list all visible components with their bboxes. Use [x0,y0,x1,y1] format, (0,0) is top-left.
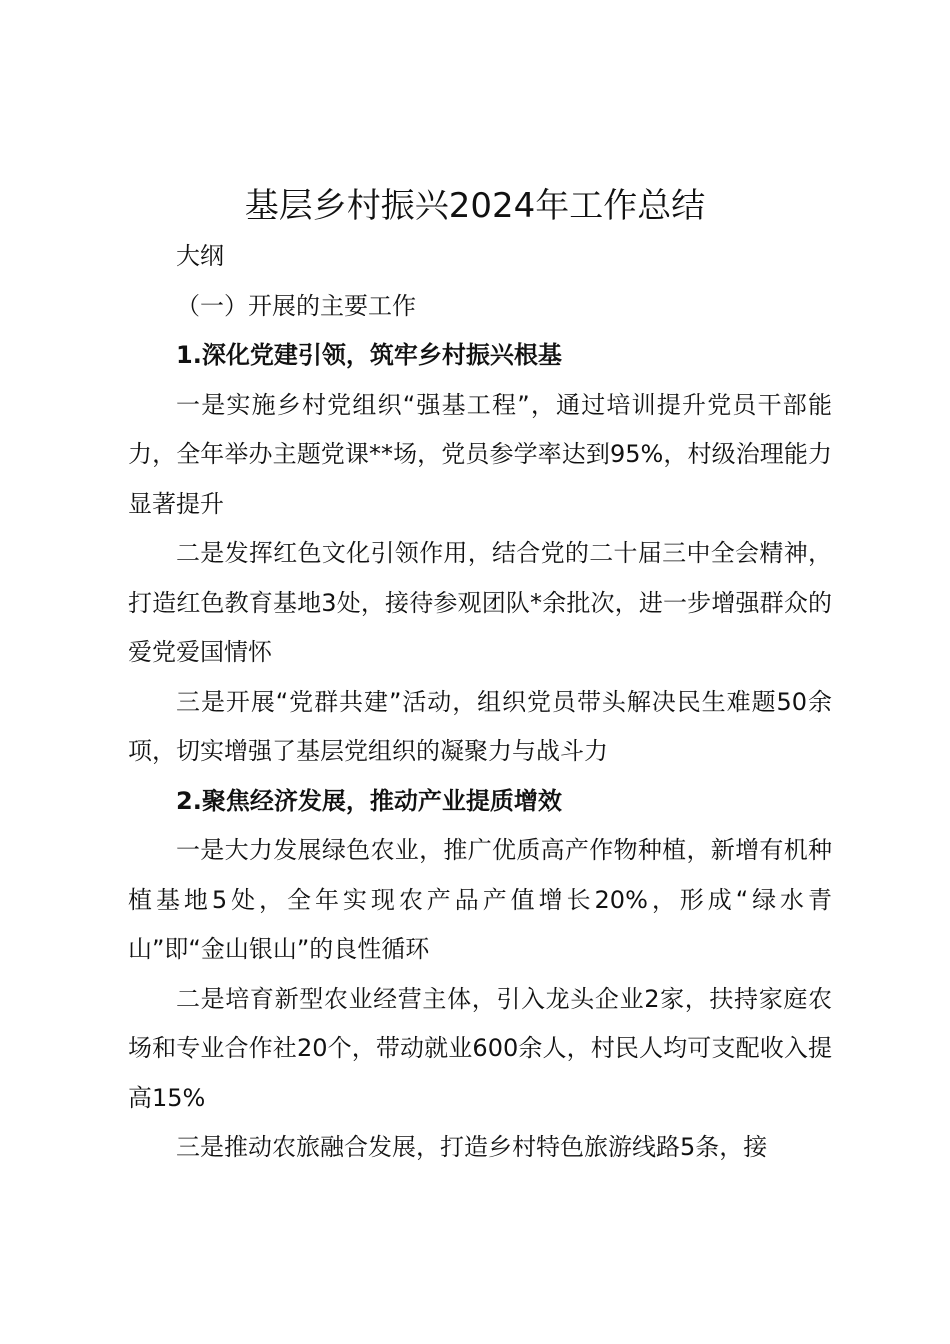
subheading-economic-development: 2.聚焦经济发展，推动产业提质增效 [176,786,562,815]
paragraph-2-3: 三是推动农旅融合发展，打造乡村特色旅游线路5条，接 [176,1133,768,1161]
paragraph-2-1: 一是大力发展绿色农业，推广优质高产作物种植，新增有机种植基地5处，全年实现农产品产值增长20%，形成“绿水青山”即“金山银山”的良性循环 [128,836,832,963]
subheading-party-building: 1.深化党建引领，筑牢乡村振兴根基 [176,341,562,369]
document-body [128,232,832,1173]
section-heading-1: （一）开展的主要工作 [176,291,416,320]
paragraph-1-1: 一是实施乡村党组织“强基工程”，通过培训提升党员干部能力，全年举办主题党课**场，党员参学率达到95%，村级治理能力显著提升 [128,390,832,518]
paragraph-2-2: 二是培育新型农业经营主体，引入龙头企业2家，扶持家庭农场和专业合作社20个，带动就业600余人，村民人均可支配收入提高15% [128,984,832,1112]
paragraph-1-2: 二是发挥红色文化引领作用，结合党的二十届三中全会精神，打造红色教育基地3处，接待参观团队*余批次，进一步增强群众的爱党爱国情怀 [128,539,832,666]
outline-label: 大纲 [176,242,224,270]
document-title: 基层乡村振兴2024年工作总结 [244,186,706,226]
paragraph-1-3: 三是开展“党群共建”活动，组织党员带头解决民生难题50余项，切实增强了基层党组织的凝聚力与战斗力 [128,687,832,765]
